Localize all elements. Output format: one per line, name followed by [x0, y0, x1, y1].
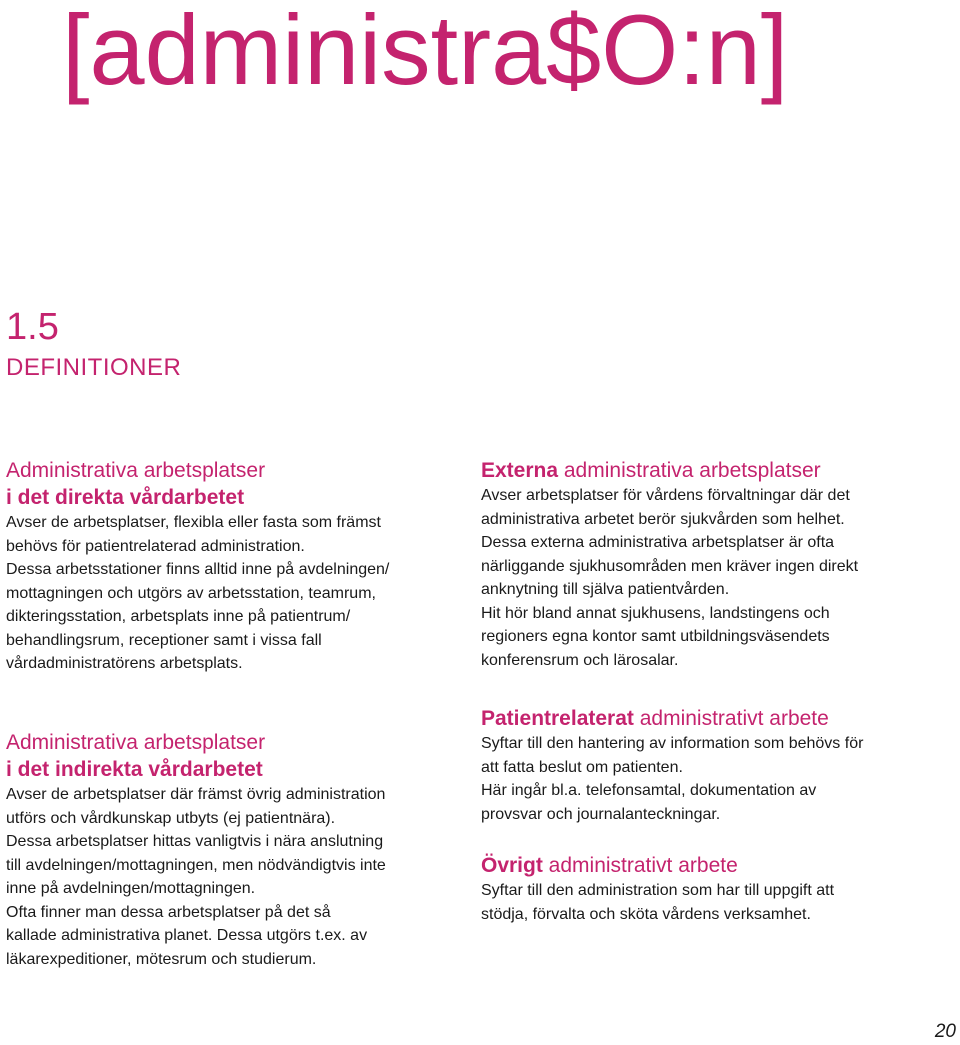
indirect-care-heading-line1: Administrativa arbetsplatser [6, 731, 266, 754]
other-work-heading-rest: administrativt arbete [542, 854, 738, 877]
text-line: stödja, förvalta och sköta vårdens verksamhet. [481, 905, 811, 923]
text-line: närliggande sjukhusområden men kräver ingen direkt [481, 557, 859, 575]
other-work-heading-bold: Övrigt [481, 854, 543, 877]
text-line: mottagningen och utgörs av arbetsstation, teamrum, [6, 584, 376, 602]
indirect-care-workplaces-section [6, 729, 466, 971]
text-line: vårdadministratörens arbetsplats. [6, 655, 243, 672]
direct-care-workplaces-section [6, 457, 466, 676]
text-line: konferensrum och lärosalar. [481, 651, 679, 669]
text-line: Syftar till den administration som har till uppgift att [481, 882, 835, 899]
direct-care-heading-line2: i det direkta vårdarbetet [6, 486, 245, 509]
text-line: Syftar till den hantering av information som behövs för [481, 735, 864, 752]
indirect-care-text [6, 783, 466, 971]
external-heading-bold: Externa [481, 459, 559, 482]
text-line: anknytning till själva patientvården. [481, 581, 730, 598]
section-number: 1.5 [6, 306, 59, 348]
text-line: Dessa arbetsplatser hittas vanligtvis i nära anslutning [6, 833, 384, 850]
external-heading-rest: administrativa arbetsplatser [558, 459, 821, 482]
text-line: läkarexpeditioner, mötesrum och studierum. [6, 950, 317, 968]
text-line: kallade administrativa planet. Dessa utgörs t.ex. av [6, 927, 368, 944]
text-line: utförs och vårdkunskap utbyts (ej patientnära). [6, 809, 336, 827]
section-title: DEFINITIONER [6, 354, 182, 381]
other-work-text [481, 879, 951, 926]
page-number: 20 [934, 1021, 956, 1042]
text-line: Hit hör bland annat sjukhusens, landstingens och [481, 604, 830, 622]
text-line: till avdelningen/mottagningen, men nödvändigtvis inte [6, 856, 386, 874]
patient-related-heading-rest: administrativt arbete [633, 707, 829, 730]
text-line: Ofta finner man dessa arbetsplatser på det så [6, 903, 331, 921]
text-line: inne på avdelningen/mottagningen. [6, 880, 256, 897]
external-text [481, 484, 951, 672]
text-line: Här ingår bl.a. telefonsamtal, dokumentation av [481, 782, 817, 799]
page-title: [administra$O:n] [62, 0, 789, 105]
direct-care-heading [6, 457, 466, 511]
text-line: regioners egna kontor samt utbildningsväsendets [481, 628, 830, 645]
other-work-section [481, 852, 951, 926]
indirect-care-heading [6, 729, 466, 783]
indirect-care-heading-line2: i det indirekta vårdarbetet [6, 758, 263, 781]
text-line: Avser de arbetsplatser, flexibla eller fasta som främst [6, 514, 381, 531]
text-line: Dessa arbetsstationer finns alltid inne på avdelningen/ [6, 561, 390, 578]
text-line: behövs för patientrelaterad administration. [6, 537, 305, 555]
text-line: dikteringsstation, arbetsplats inne på patientrum/ [6, 608, 351, 625]
text-line: Avser arbetsplatser för vårdens förvaltningar där det [481, 487, 850, 504]
text-line: behandlingsrum, receptioner samt i vissa fall [6, 631, 322, 649]
patient-related-work-section [481, 705, 951, 826]
patient-related-heading-bold: Patientrelaterat [481, 707, 634, 730]
text-line: att fatta beslut om patienten. [481, 758, 683, 776]
external-workplaces-section [481, 457, 951, 672]
text-line: administrativa arbetet berör sjukvården som helhet. [481, 510, 845, 528]
text-line: provsvar och journalanteckningar. [481, 805, 721, 823]
text-line: Avser de arbetsplatser där främst övrig administration [6, 786, 386, 803]
other-work-heading [481, 852, 951, 879]
direct-care-text [6, 511, 466, 676]
direct-care-heading-line1: Administrativa arbetsplatser [6, 459, 266, 482]
text-line: Dessa externa administrativa arbetsplatser är ofta [481, 534, 835, 551]
patient-related-text [481, 732, 951, 826]
external-heading [481, 457, 951, 484]
patient-related-heading [481, 705, 951, 732]
